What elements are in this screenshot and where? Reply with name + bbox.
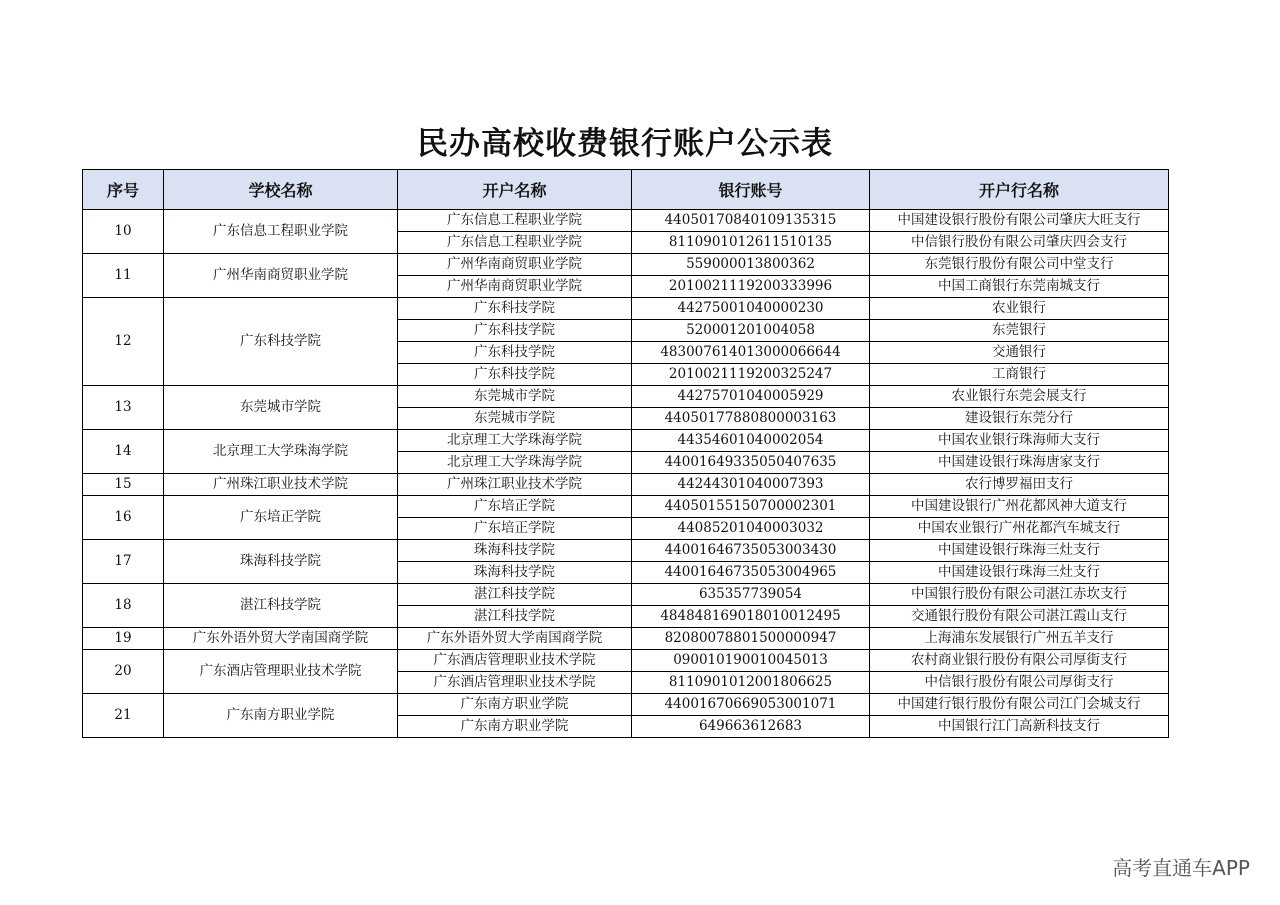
account-name-cell: 东莞城市学院 (398, 408, 632, 430)
account-name-cell: 广州华南商贸职业学院 (398, 254, 632, 276)
row-number-cell: 20 (83, 650, 164, 694)
bank-name-cell: 中国建设银行珠海三灶支行 (870, 562, 1169, 584)
account-number-cell: 44085201040003032 (632, 518, 870, 540)
account-name-cell: 湛江科技学院 (398, 584, 632, 606)
school-name-cell: 广州珠江职业技术学院 (164, 474, 398, 496)
row-number-cell: 18 (83, 584, 164, 628)
account-number-cell: 559000013800362 (632, 254, 870, 276)
account-name-cell: 广东外语外贸大学南国商学院 (398, 628, 632, 650)
account-number-cell: 520001201004058 (632, 320, 870, 342)
account-number-cell: 635357739054 (632, 584, 870, 606)
school-name-cell: 广东信息工程职业学院 (164, 210, 398, 254)
table-row (83, 694, 1169, 716)
school-name-cell: 东莞城市学院 (164, 386, 398, 430)
school-name-cell: 广东培正学院 (164, 496, 398, 540)
account-number-cell: 44001646735053004965 (632, 562, 870, 584)
bank-name-cell: 中国工商银行东莞南城支行 (870, 276, 1169, 298)
account-number-cell: 649663612683 (632, 716, 870, 738)
account-name-cell: 广东信息工程职业学院 (398, 232, 632, 254)
account-name-cell: 广东培正学院 (398, 496, 632, 518)
bank-name-cell: 中信银行股份有限公司肇庆四会支行 (870, 232, 1169, 254)
bank-name-cell: 农业银行 (870, 298, 1169, 320)
account-number-cell: 44001646735053003430 (632, 540, 870, 562)
row-number-cell: 21 (83, 694, 164, 738)
school-name-cell: 珠海科技学院 (164, 540, 398, 584)
account-name-cell: 广东科技学院 (398, 364, 632, 386)
school-name-cell: 广东南方职业学院 (164, 694, 398, 738)
header-account-number: 银行账号 (632, 170, 870, 210)
account-name-cell: 广东科技学院 (398, 342, 632, 364)
school-name-cell: 广东外语外贸大学南国商学院 (164, 628, 398, 650)
bank-name-cell: 中国建设银行广州花都风神大道支行 (870, 496, 1169, 518)
account-name-cell: 广东酒店管理职业技术学院 (398, 672, 632, 694)
watermark: 高考直通车APP (1112, 856, 1250, 880)
account-number-cell: 8110901012001806625 (632, 672, 870, 694)
row-number-cell: 16 (83, 496, 164, 540)
table-header-row (83, 170, 1169, 210)
bank-name-cell: 中国建设银行股份有限公司肇庆大旺支行 (870, 210, 1169, 232)
table-row (83, 210, 1169, 232)
school-name-cell: 北京理工大学珠海学院 (164, 430, 398, 474)
bank-name-cell: 中国建行银行股份有限公司江门会城支行 (870, 694, 1169, 716)
row-number-cell: 11 (83, 254, 164, 298)
table-body (83, 210, 1169, 738)
table-row (83, 254, 1169, 276)
account-number-cell: 2010021119200333996 (632, 276, 870, 298)
bank-name-cell: 中国建设银行珠海三灶支行 (870, 540, 1169, 562)
account-name-cell: 湛江科技学院 (398, 606, 632, 628)
row-number-cell: 10 (83, 210, 164, 254)
account-name-cell: 广东南方职业学院 (398, 694, 632, 716)
page-title: 民办高校收费银行账户公示表 (417, 126, 833, 162)
header-bank-name: 开户行名称 (870, 170, 1169, 210)
account-number-cell: 8110901012611510135 (632, 232, 870, 254)
school-name-cell: 广州华南商贸职业学院 (164, 254, 398, 298)
account-number-cell: 484848169018010012495 (632, 606, 870, 628)
account-name-cell: 广州珠江职业技术学院 (398, 474, 632, 496)
account-name-cell: 广东酒店管理职业技术学院 (398, 650, 632, 672)
row-number-cell: 13 (83, 386, 164, 430)
bank-name-cell: 中国农业银行广州花都汽车城支行 (870, 518, 1169, 540)
bank-name-cell: 交通银行 (870, 342, 1169, 364)
bank-name-cell: 建设银行东莞分行 (870, 408, 1169, 430)
school-name-cell: 湛江科技学院 (164, 584, 398, 628)
account-number-cell: 44275001040000230 (632, 298, 870, 320)
row-number-cell: 17 (83, 540, 164, 584)
account-name-cell: 东莞城市学院 (398, 386, 632, 408)
bank-name-cell: 中国农业银行珠海师大支行 (870, 430, 1169, 452)
account-name-cell: 珠海科技学院 (398, 562, 632, 584)
account-name-cell: 广东南方职业学院 (398, 716, 632, 738)
account-number-cell: 483007614013000066644 (632, 342, 870, 364)
account-name-cell: 北京理工大学珠海学院 (398, 430, 632, 452)
table-row (83, 474, 1169, 496)
account-number-cell: 2010021119200325247 (632, 364, 870, 386)
bank-account-table (82, 169, 1169, 738)
account-number-cell: 44354601040002054 (632, 430, 870, 452)
row-number-cell: 19 (83, 628, 164, 650)
bank-name-cell: 中信银行股份有限公司厚街支行 (870, 672, 1169, 694)
account-number-cell: 44001649335050407635 (632, 452, 870, 474)
account-number-cell: 44050155150700002301 (632, 496, 870, 518)
account-name-cell: 北京理工大学珠海学院 (398, 452, 632, 474)
bank-name-cell: 东莞银行股份有限公司中堂支行 (870, 254, 1169, 276)
row-number-cell: 12 (83, 298, 164, 386)
account-number-cell: 090010190010045013 (632, 650, 870, 672)
bank-name-cell: 农村商业银行股份有限公司厚街支行 (870, 650, 1169, 672)
account-number-cell: 44275701040005929 (632, 386, 870, 408)
table-row (83, 540, 1169, 562)
table-row (83, 430, 1169, 452)
bank-name-cell: 中国银行江门高新科技支行 (870, 716, 1169, 738)
account-name-cell: 广东科技学院 (398, 298, 632, 320)
bank-name-cell: 农行博罗福田支行 (870, 474, 1169, 496)
table-row (83, 298, 1169, 320)
table-row (83, 650, 1169, 672)
header-school: 学校名称 (164, 170, 398, 210)
bank-name-cell: 交通银行股份有限公司湛江霞山支行 (870, 606, 1169, 628)
table-row (83, 628, 1169, 650)
account-number-cell: 44244301040007393 (632, 474, 870, 496)
account-number-cell: 44050177880800003163 (632, 408, 870, 430)
bank-name-cell: 农业银行东莞会展支行 (870, 386, 1169, 408)
account-name-cell: 广东信息工程职业学院 (398, 210, 632, 232)
table-row (83, 386, 1169, 408)
account-name-cell: 广东培正学院 (398, 518, 632, 540)
school-name-cell: 广东科技学院 (164, 298, 398, 386)
account-name-cell: 广州华南商贸职业学院 (398, 276, 632, 298)
bank-name-cell: 工商银行 (870, 364, 1169, 386)
row-number-cell: 15 (83, 474, 164, 496)
table-row (83, 584, 1169, 606)
header-account-name: 开户名称 (398, 170, 632, 210)
account-number-cell: 44001670669053001071 (632, 694, 870, 716)
bank-name-cell: 上海浦东发展银行广州五羊支行 (870, 628, 1169, 650)
bank-name-cell: 东莞银行 (870, 320, 1169, 342)
bank-name-cell: 中国建设银行珠海唐家支行 (870, 452, 1169, 474)
account-number-cell: 82080078801500000947 (632, 628, 870, 650)
bank-name-cell: 中国银行股份有限公司湛江赤坎支行 (870, 584, 1169, 606)
account-name-cell: 珠海科技学院 (398, 540, 632, 562)
account-number-cell: 44050170840109135315 (632, 210, 870, 232)
school-name-cell: 广东酒店管理职业技术学院 (164, 650, 398, 694)
header-no: 序号 (83, 170, 164, 210)
table-row (83, 496, 1169, 518)
account-name-cell: 广东科技学院 (398, 320, 632, 342)
row-number-cell: 14 (83, 430, 164, 474)
